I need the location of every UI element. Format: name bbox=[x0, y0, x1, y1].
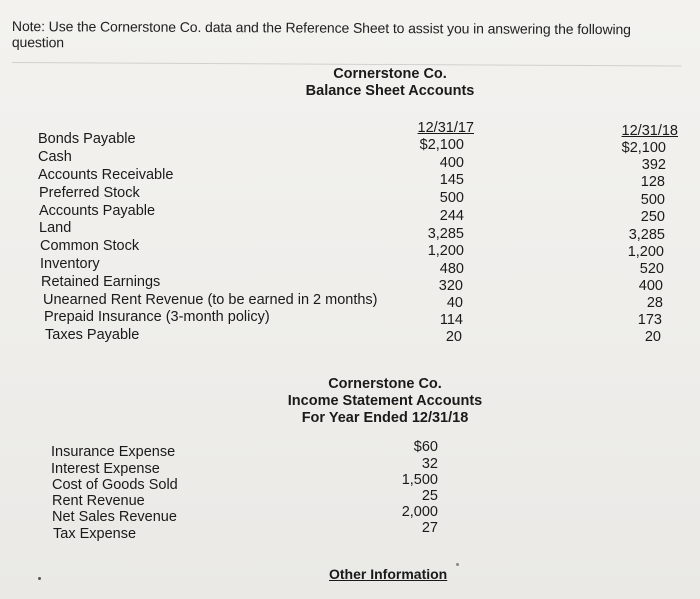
is-value: 2,000 bbox=[401, 504, 438, 520]
bs-value-2017: 20 bbox=[445, 329, 462, 345]
bs-value-2017: 244 bbox=[439, 208, 464, 224]
bs-row-label: Bonds Payable bbox=[38, 131, 136, 147]
bs-value-2017: $2,100 bbox=[419, 137, 464, 153]
bs-value-2018: 500 bbox=[640, 192, 665, 208]
bs-value-2018: 1,200 bbox=[627, 244, 664, 260]
is-row-label: Interest Expense bbox=[51, 461, 160, 477]
bs-value-2017: 145 bbox=[439, 172, 464, 188]
bs-value-2018: 173 bbox=[637, 312, 662, 328]
is-row-label: Cost of Goods Sold bbox=[52, 477, 178, 493]
bs-row-label: Land bbox=[39, 220, 72, 236]
is-value: 27 bbox=[421, 520, 438, 536]
bs-value-2017: 500 bbox=[439, 190, 464, 206]
bs-row-label: Common Stock bbox=[40, 238, 140, 254]
bs-value-2018: $2,100 bbox=[621, 140, 666, 156]
bs-row-label: Prepaid Insurance (3-month policy) bbox=[44, 309, 270, 325]
is-title: Income Statement Accounts bbox=[287, 393, 483, 409]
bs-value-2018: 20 bbox=[644, 329, 661, 345]
bs-row-label: Preferred Stock bbox=[39, 185, 140, 201]
bs-value-2017: 3,285 bbox=[427, 226, 464, 242]
bs-row-label: Retained Earnings bbox=[41, 274, 161, 290]
bs-value-2018: 392 bbox=[641, 157, 666, 173]
bs-col-header-2017: 12/31/17 bbox=[417, 120, 474, 136]
is-row-label: Rent Revenue bbox=[52, 493, 145, 509]
bs-value-2018: 28 bbox=[646, 295, 663, 311]
bs-title: Balance Sheet Accounts bbox=[305, 83, 475, 99]
note-text: Note: Use the Cornerstone Co. data and the Reference Sheet to assist you in answering the following question bbox=[12, 18, 682, 67]
bs-value-2017: 320 bbox=[438, 278, 463, 294]
is-row-label: Tax Expense bbox=[53, 526, 137, 542]
is-row-label: Net Sales Revenue bbox=[52, 509, 177, 525]
bs-row-label: Accounts Receivable bbox=[38, 167, 174, 183]
bs-company-name: Cornerstone Co. bbox=[333, 66, 447, 82]
bs-value-2017: 1,200 bbox=[427, 243, 464, 259]
bs-row-label: Taxes Payable bbox=[45, 327, 140, 343]
bs-value-2018: 520 bbox=[639, 261, 664, 277]
bs-value-2017: 400 bbox=[439, 155, 464, 171]
bs-value-2018: 250 bbox=[640, 209, 665, 225]
is-period: For Year Ended 12/31/18 bbox=[301, 410, 469, 426]
bs-row-label: Cash bbox=[38, 149, 72, 165]
bs-value-2017: 480 bbox=[439, 261, 464, 277]
bullet-mark bbox=[38, 577, 41, 580]
is-company-name: Cornerstone Co. bbox=[328, 376, 442, 392]
bs-value-2018: 400 bbox=[638, 278, 663, 294]
is-value: 25 bbox=[421, 488, 438, 504]
bs-row-label: Unearned Rent Revenue (to be earned in 2 months) bbox=[43, 292, 378, 308]
bs-row-label: Accounts Payable bbox=[39, 203, 156, 219]
is-value: 1,500 bbox=[401, 472, 438, 488]
bs-col-header-2018: 12/31/18 bbox=[621, 123, 678, 139]
bs-value-2018: 128 bbox=[640, 174, 665, 190]
other-information-heading: Other Information bbox=[329, 566, 448, 582]
bs-row-label: Inventory bbox=[40, 256, 100, 272]
is-value: $60 bbox=[413, 439, 438, 455]
stray-mark bbox=[456, 563, 459, 566]
bs-value-2017: 114 bbox=[439, 312, 463, 328]
is-value: 32 bbox=[421, 456, 438, 472]
bs-value-2017: 40 bbox=[446, 295, 463, 311]
is-row-label: Insurance Expense bbox=[51, 444, 176, 460]
bs-value-2018: 3,285 bbox=[628, 227, 665, 243]
